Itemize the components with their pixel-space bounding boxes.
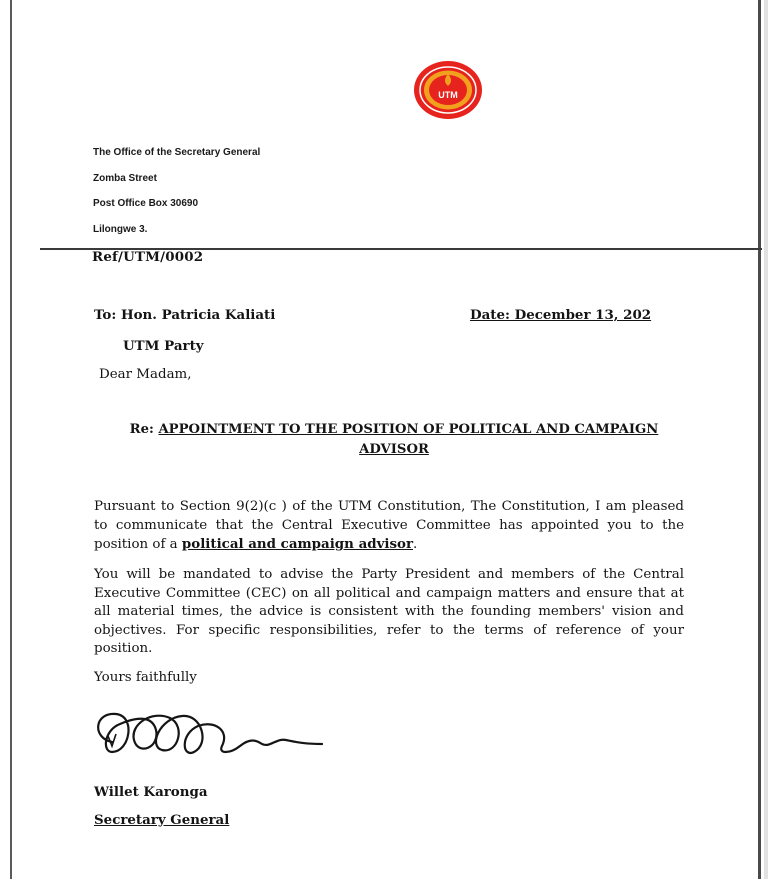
sender-office: The Office of the Secretary General xyxy=(93,147,261,158)
sender-po-box: Post Office Box 30690 xyxy=(93,198,199,209)
position-title: political and campaign advisor xyxy=(181,536,413,553)
signatory-name: Willet Karonga xyxy=(94,784,208,800)
signature xyxy=(90,700,340,770)
subject-title-line2: ADVISOR xyxy=(359,442,429,457)
page-edge-right xyxy=(758,0,761,879)
letter-date: Date: December 13, 202 xyxy=(470,307,652,323)
page-edge-shadow xyxy=(764,0,768,879)
utm-logo xyxy=(412,60,484,120)
recipient-name: To: Hon. Patricia Kaliati xyxy=(94,307,276,323)
subject-prefix: Re: xyxy=(129,422,159,437)
para1-end: . xyxy=(413,537,418,553)
body-paragraph-2: You will be mandated to advise the Party President and members of the Central Executive Committee (CEC) on all political and campaign matters and ensure that at all material times, the advice is consistent with the founding members' vision and objectives. For specific responsibilities, refer to the terms of reference of your position. xyxy=(94,567,684,657)
reference-number: Ref/UTM/0002 xyxy=(92,249,204,265)
salutation: Dear Madam, xyxy=(99,367,192,382)
signatory-title: Secretary General xyxy=(94,812,230,828)
para1-text: Pursuant to Section 9(2)(c ) of the UTM Constitution, The Constitution, I am pleased to communicate that the Central Executive Committee has appointed you to the position of a xyxy=(94,499,684,553)
sender-street: Zomba Street xyxy=(93,173,157,184)
page-edge-left xyxy=(10,0,12,879)
subject-line xyxy=(94,420,694,460)
body-paragraph-1 xyxy=(94,498,684,555)
sender-city: Lilongwe 3. xyxy=(93,224,148,235)
recipient-organization: UTM Party xyxy=(123,338,204,354)
closing: Yours faithfully xyxy=(94,670,197,685)
logo-text: UTM xyxy=(438,90,458,100)
subject-title-line1: APPOINTMENT TO THE POSITION OF POLITICAL AND CAMPAIGN xyxy=(158,422,659,437)
